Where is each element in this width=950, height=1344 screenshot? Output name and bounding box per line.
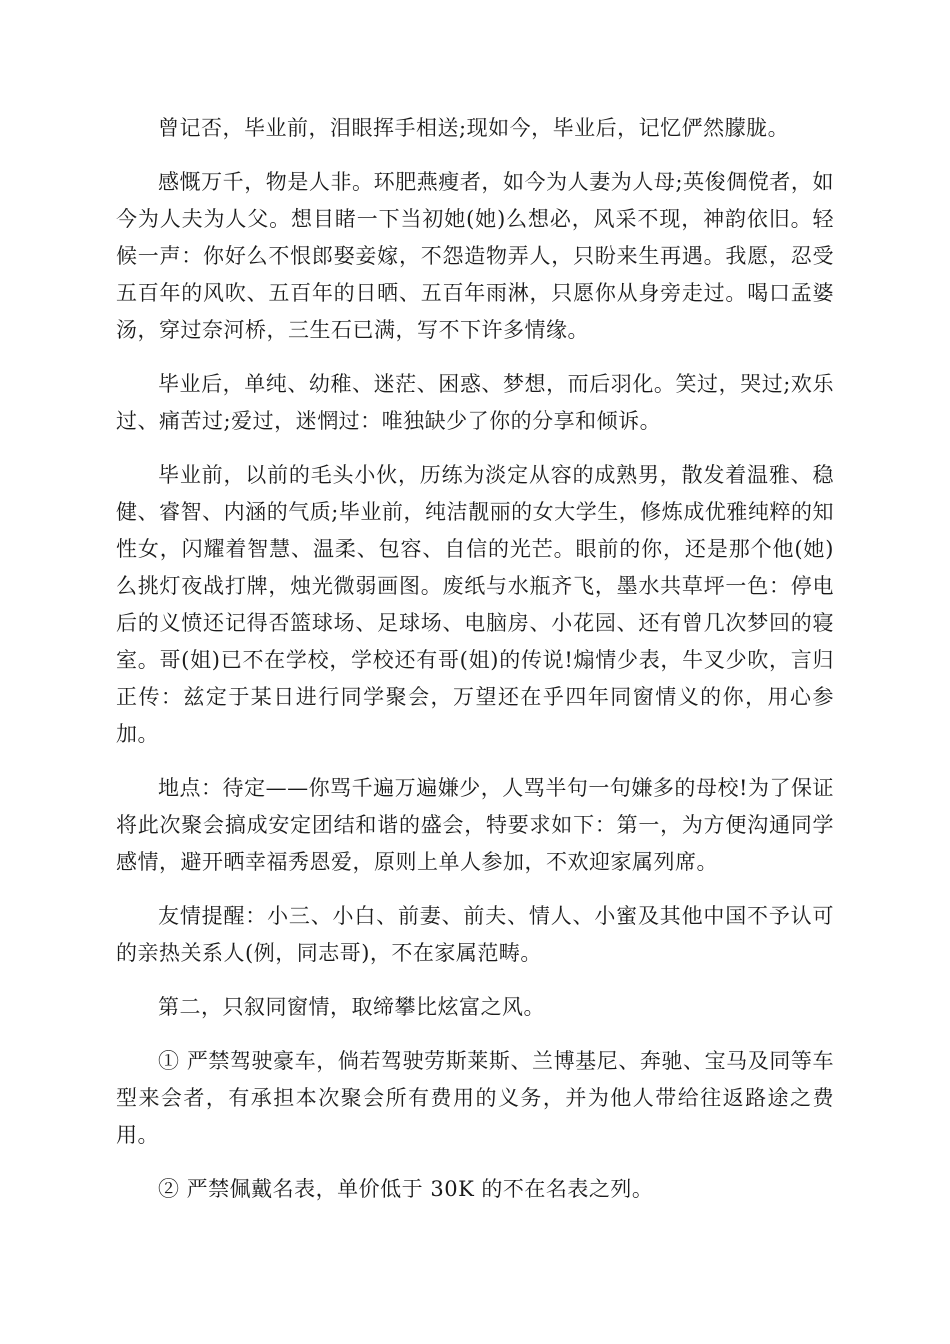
paragraph-rule-two: 第二，只叙同窗情，取缔攀比炫富之风。 — [158, 995, 545, 1019]
document-body — [116, 110, 834, 1225]
paragraph-emotion: 感慨万千，物是人非。环肥燕瘦者，如今为人妻为人母;英俊倜傥者，如今为人夫为人父。想目睹一下当初她(她)么想必，风采不现，神韵依旧。轻候一声：你好么不恨郎娶妾嫁，不怨造物弄人，只盼来生再遇。我愿，忍受五百年的风吹、五百年的日晒、五百年雨淋，只愿你从身旁走过。喝口孟婆汤，穿过奈河桥，三生石已满，写不下许多情缘。 — [116, 170, 834, 342]
paragraph-before-graduation: 毕业前，以前的毛头小伙，历练为淡定从容的成熟男，散发着温雅、稳健、睿智、内涵的气质;毕业前，纯洁靓丽的女大学生，修炼成优雅纯粹的知性女，闪耀着智慧、温柔、包容、自信的光芒。眼前的你，还是那个他(她)么挑灯夜战打牌，烛光微弱画图。废纸与水瓶齐飞，墨水共草坪一色：停电后的义愤还记得否篮球场、足球场、电脑房、小花园、还有曾几次梦回的寝室。哥(姐)已不在学校，学校还有哥(姐)的传说!煽情少表，牛叉少吹，言归正传：兹定于某日进行同学聚会，万望还在乎四年同窗情义的你，用心参加。 — [116, 463, 834, 746]
paragraph-after-graduation: 毕业后，单纯、幼稚、迷茫、困惑、梦想，而后羽化。笑过，哭过;欢乐过、痛苦过;爱过，迷惘过：唯独缺少了你的分享和倾诉。 — [116, 372, 834, 433]
paragraph-recall: 曾记否，毕业前，泪眼挥手相送;现如今，毕业后，记忆俨然朦胧。 — [158, 116, 790, 140]
paragraph-rule-cars: ① 严禁驾驶豪车，倘若驾驶劳斯莱斯、兰博基尼、奔驰、宝马及同等车型来会者，有承担本次聚会所有费用的义务，并为他人带给往返路途之费用。 — [116, 1049, 834, 1147]
paragraph-location: 地点：待定——你骂千遍万遍嫌少，人骂半句一句嫌多的母校!为了保证将此次聚会搞成安定团结和谐的盛会，特要求如下：第一，为方便沟通同学感情，避开晒幸福秀恩爱，原则上单人参加，不欢迎家属列席。 — [116, 776, 834, 874]
paragraph-rule-watches: ② 严禁佩戴名表，单价低于 30K 的不在名表之列。 — [158, 1177, 654, 1201]
paragraph-friendly-reminder: 友情提醒：小三、小白、前妻、前夫、情人、小蜜及其他中国不予认可的亲热关系人(例，同志哥)，不在家属范畴。 — [116, 904, 834, 965]
